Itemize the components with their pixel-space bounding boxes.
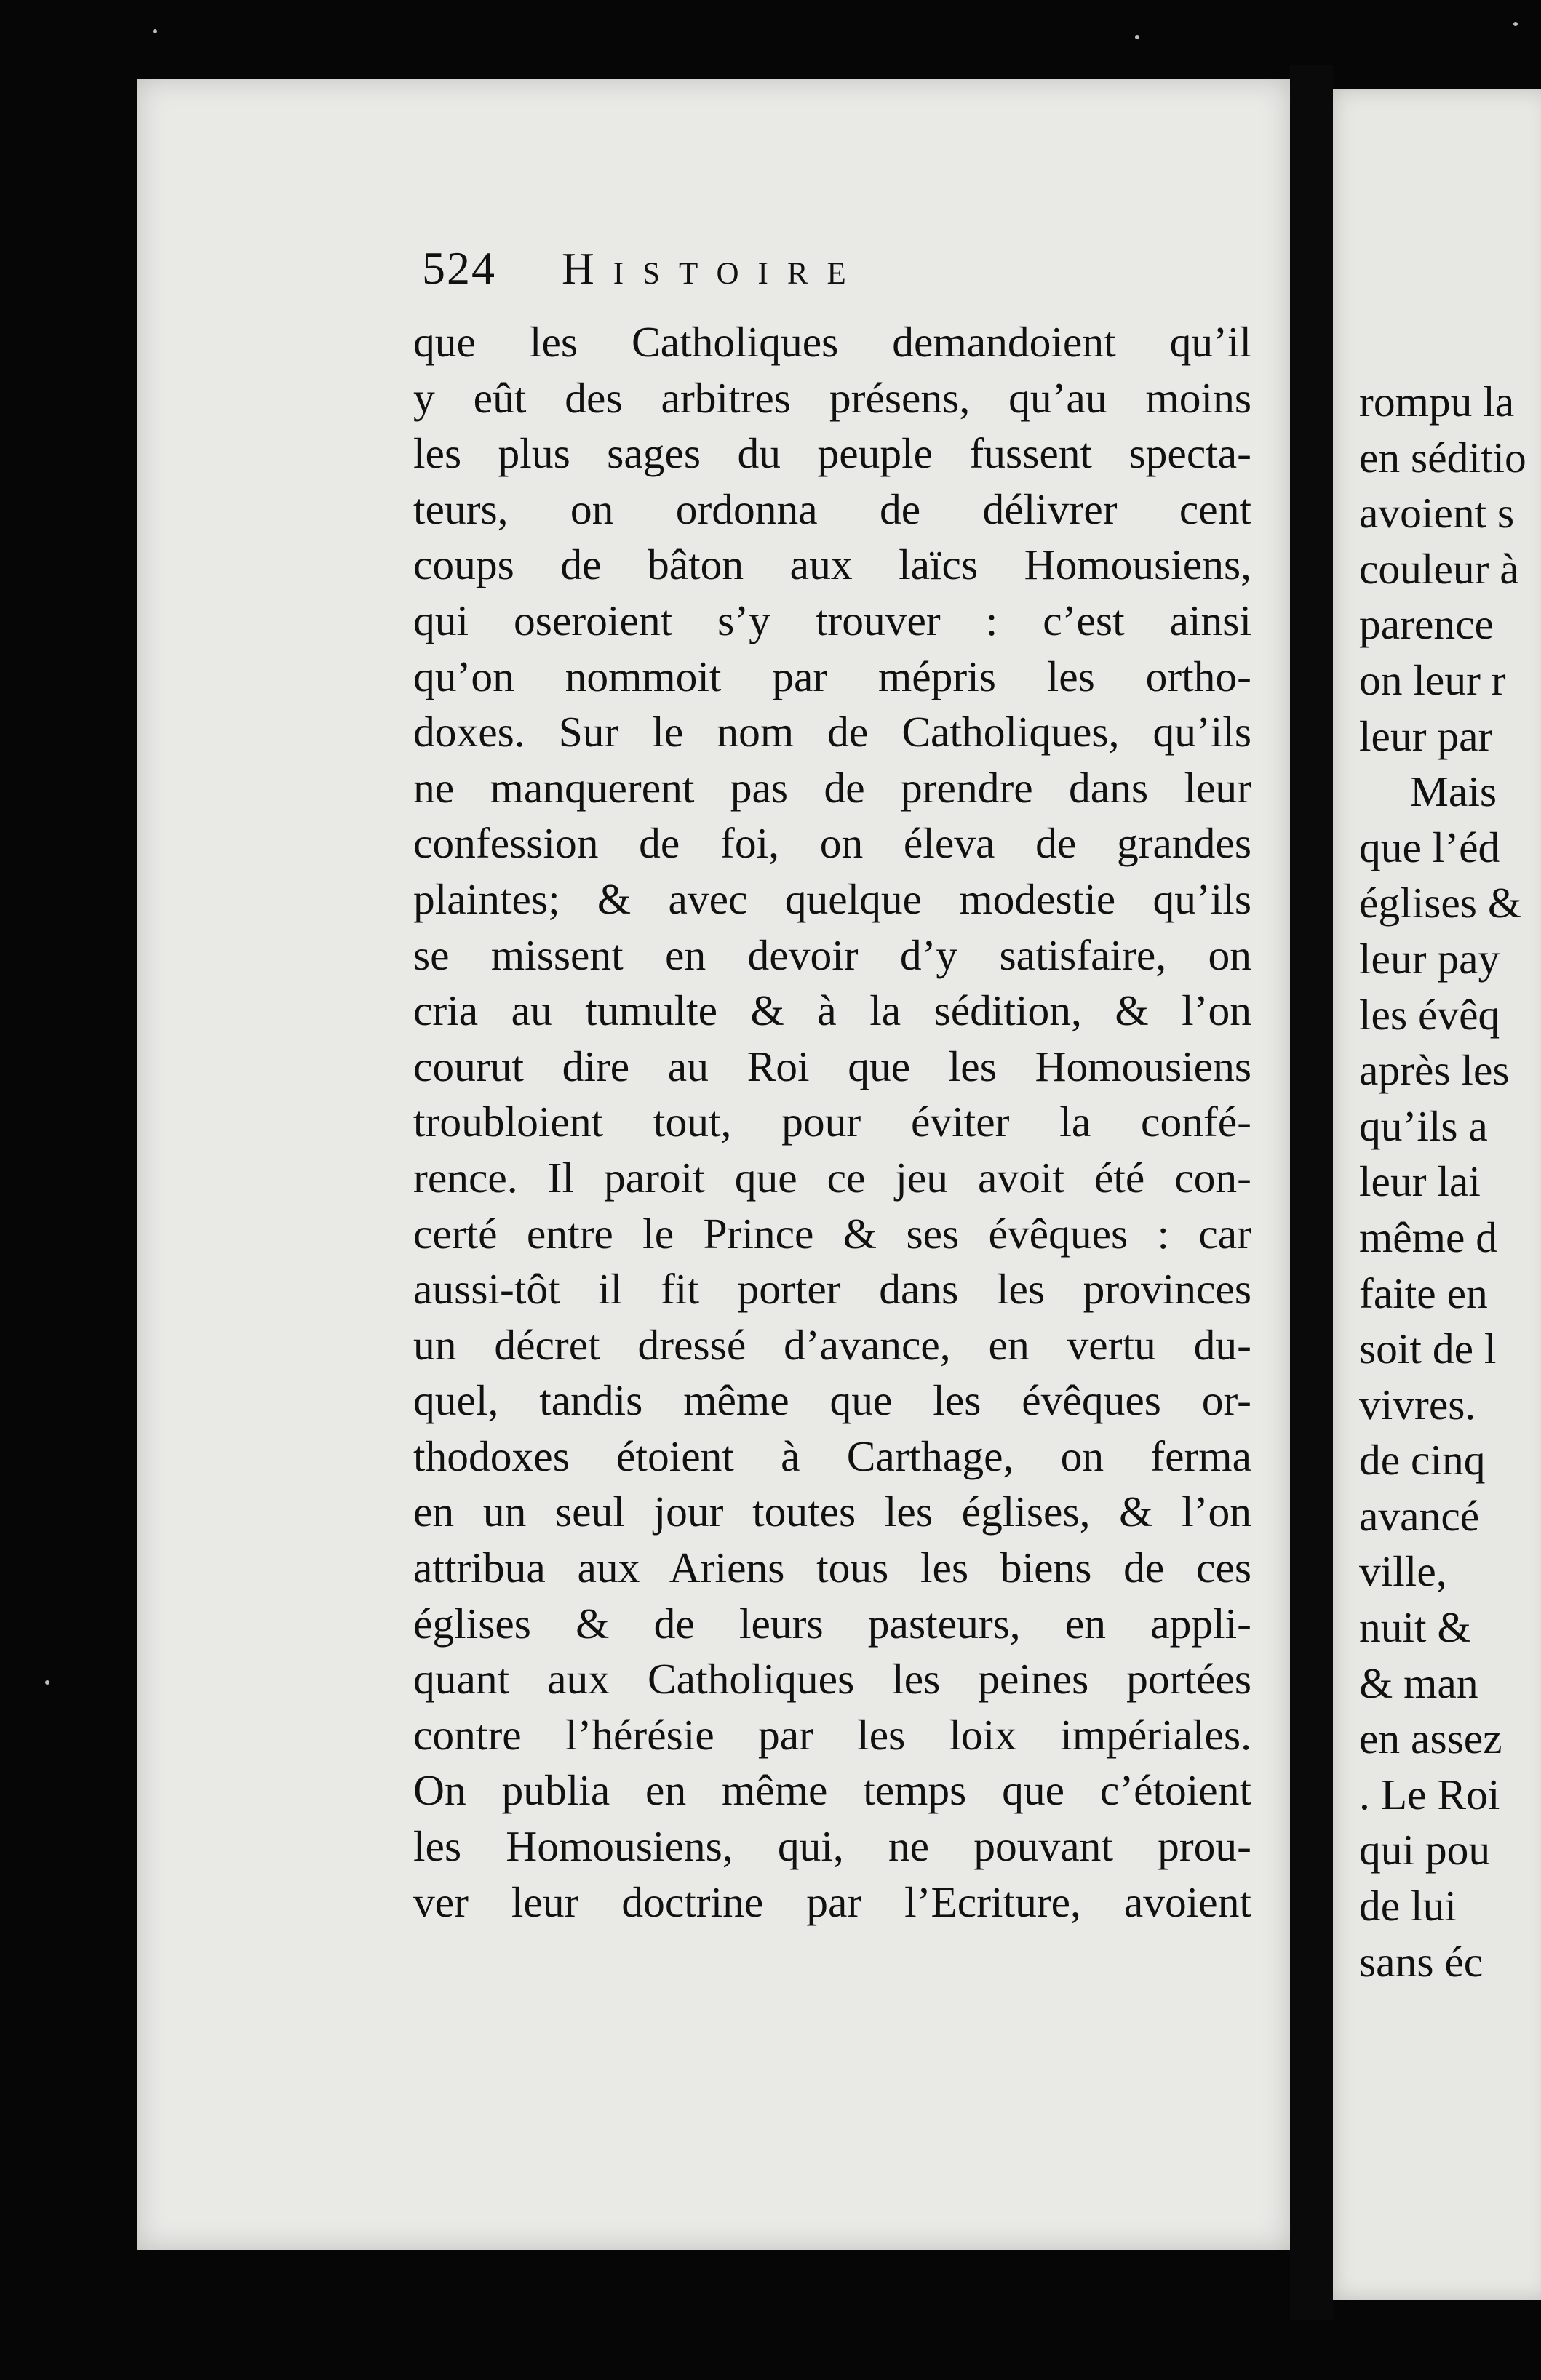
- right-text-line: les évêq: [1359, 990, 1500, 1039]
- text-line: quant aux Catholiques les peines portées: [413, 1655, 1251, 1704]
- text-line: cria au tumulte & à la sédition, & l’on: [413, 986, 1251, 1035]
- text-line: courut dire au Roi que les Homousiens: [413, 1042, 1251, 1090]
- right-text-line: leur lai: [1359, 1157, 1481, 1206]
- right-text-line: qui pou: [1359, 1826, 1491, 1874]
- text-line: contre l’hérésie par les loix impériales.: [413, 1710, 1251, 1759]
- right-text-line: de cinq: [1359, 1436, 1486, 1485]
- text-line: ver leur doctrine par l’Ecriture, avoient: [413, 1877, 1251, 1926]
- right-text-line: parence: [1359, 600, 1494, 649]
- text-line: aussi-tôt il fit porter dans les provinces: [413, 1265, 1251, 1314]
- page-number: 524: [422, 242, 496, 294]
- text-line: doxes. Sur le nom de Catholiques, qu’ils: [413, 708, 1251, 756]
- text-line: coups de bâton aux laïcs Homousiens,: [413, 540, 1251, 589]
- right-text-line: faite en: [1359, 1269, 1488, 1317]
- scan-speck: [45, 1680, 49, 1685]
- right-text-line: vivres.: [1359, 1380, 1476, 1429]
- text-line: On publia en même temps que c’étoient: [413, 1766, 1251, 1815]
- body-text: [413, 314, 1251, 1930]
- text-line: teurs, on ordonna de délivrer cent: [413, 484, 1251, 533]
- text-line: se missent en devoir d’y satisfaire, on: [413, 930, 1251, 979]
- right-text-line: églises &: [1359, 879, 1522, 927]
- right-text-line: de lui: [1359, 1882, 1457, 1930]
- right-text-line: nuit &: [1359, 1603, 1471, 1652]
- right-text-line: leur par: [1359, 711, 1493, 760]
- right-text-line: qu’ils a: [1359, 1101, 1488, 1150]
- text-line: attribua aux Ariens tous les biens de ces: [413, 1544, 1251, 1592]
- right-text-line: & man: [1359, 1658, 1478, 1707]
- right-text-line: couleur à: [1359, 544, 1519, 593]
- text-line: les Homousiens, qui, ne pouvant prou-: [413, 1822, 1251, 1871]
- text-line: y eût des arbitres présens, qu’au moins: [413, 373, 1251, 422]
- right-text-line: en assez: [1359, 1714, 1502, 1763]
- running-head: [422, 241, 865, 300]
- right-text-line: leur pay: [1359, 934, 1500, 983]
- text-line: un décret dressé d’avance, en vertu du-: [413, 1320, 1251, 1369]
- book-gutter: [1290, 65, 1333, 2320]
- right-text-line: rompu la: [1359, 378, 1515, 426]
- right-text-line: après les: [1359, 1046, 1510, 1095]
- right-text-line: ville,: [1359, 1547, 1447, 1596]
- right-text-line: en séditio: [1359, 433, 1526, 482]
- text-line: en un seul jour toutes les églises, & l’on: [413, 1488, 1251, 1536]
- scan-speck: [153, 29, 157, 33]
- right-text-line: Mais: [1410, 767, 1497, 816]
- scan-speck: [1513, 22, 1518, 26]
- text-line: plaintes; & avec quelque modestie qu’ils: [413, 874, 1251, 923]
- text-line: qui oseroient s’y trouver : c’est ainsi: [413, 596, 1251, 644]
- right-text-line: on leur r: [1359, 655, 1506, 704]
- text-line: églises & de leurs pasteurs, en appli-: [413, 1599, 1251, 1648]
- text-line: les plus sages du peuple fussent specta-: [413, 429, 1251, 478]
- text-line: confession de foi, on éleva de grandes: [413, 819, 1251, 868]
- right-page-text: [1359, 374, 1541, 1989]
- text-line: certé entre le Prince & ses évêques : car: [413, 1209, 1251, 1258]
- text-line: que les Catholiques demandoient qu’il: [413, 318, 1251, 366]
- text-line: ne manquerent pas de prendre dans leur: [413, 763, 1251, 812]
- right-text-line: avoient s: [1359, 489, 1515, 538]
- text-line: qu’on nommoit par mépris les ortho-: [413, 652, 1251, 700]
- right-text-line: que l’éd: [1359, 823, 1500, 871]
- right-text-line: . Le Roi: [1359, 1770, 1500, 1818]
- text-line: thodoxes étoient à Carthage, on ferma: [413, 1431, 1251, 1480]
- running-title: Histoire: [562, 244, 865, 294]
- text-line: troubloient tout, pour éviter la confé-: [413, 1098, 1251, 1146]
- text-line: rence. Il paroit que ce jeu avoit été con-: [413, 1153, 1251, 1202]
- right-text-line: avancé: [1359, 1491, 1480, 1540]
- right-text-line: même d: [1359, 1213, 1498, 1261]
- text-line: quel, tandis même que les évêques or-: [413, 1376, 1251, 1425]
- right-text-line: soit de l: [1359, 1325, 1497, 1373]
- scan-speck: [1135, 35, 1139, 39]
- right-text-line: sans éc: [1359, 1937, 1484, 1986]
